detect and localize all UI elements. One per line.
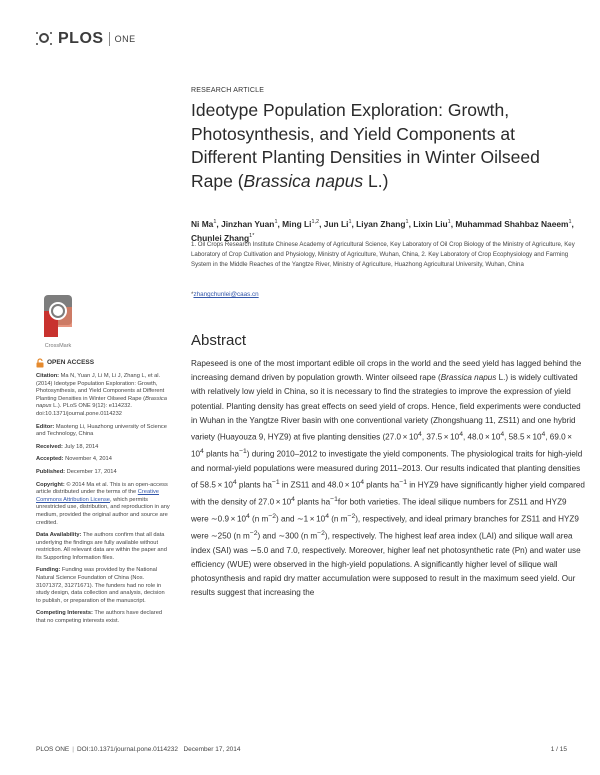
copyright-text: © 2014 Ma et al. This is an open-access article distributed under the terms of the: [36, 481, 168, 496]
author-name: Ming Li: [282, 218, 312, 229]
author-affiliation-mark: 1: [213, 219, 217, 225]
copyright-tail: , which permits unrestricted use, distribution, and reproduction in any medium, provided the original author and source are credited.: [36, 496, 170, 526]
title-species: Brassica napus: [243, 170, 364, 191]
editor: [36, 424, 170, 439]
author-affiliation-mark: 1: [405, 219, 409, 225]
citation: [36, 373, 170, 419]
citation-doi: L.). PLoS ONE 9(12): e114232. doi:10.1371/journal.pone.0114232: [36, 403, 133, 417]
author-name: Muhammad Shahbaz Naeem: [455, 218, 569, 229]
competing-interests-value: The authors have declared that no competing interests exist.: [36, 610, 163, 625]
author-name: Jun Li: [323, 218, 349, 229]
page-footer: [36, 746, 567, 753]
abstract-text: Rapeseed is one of the most important edible oil crops in the world and the seed yield has lagged behind the increasing demand driven by population growth. Winter oilseed rape (Brassica napus L.) is widely cultivated with relatively low yield in China, so it is necessary to find the strategies to improve the expression of yield potential. Planting density has great effects on seed yield of crops. Hence, field experiments were conducted in Wuhan in the Yangtze River basin with one conventional variety (Zhongshuang 11, ZS11) and one hybrid variety (Huayouza 9, HYZ9) at five planting densities ($27.0 \times 10^4$, $37.5 \times 10^4$, $48.0 \times 10^4$, $58.5 \times 10^4$, $69.0 \times 10^4$ plants $ha^{-1}$) during 2010–2012 to investigate the yield components. The physiological traits for high-yield and normal-yield populations were measured during 2011–2013. Our results indicated that planting densities of $58.5 \times 10^4$ plants $ha^{-1}$ in ZS11 and $48.0 \times 10^4$ plants $ha^{-1}$ in HYZ9 have significantly higher yield compared with the density of $27.0 \times 10^4$ plants $ha^{-1}for$ both varieties. The ideal silique numbers for ZS11 and HYZ9 were ∼0.9 × $10^4$ (n $m^{-2}$) and ∼1 × $10^4$ (n $m^{-2}$), respectively, and ideal primary branches for ZS11 and HYZ9 were ∼250 (n $m^{-2}$) and ∼300 (n $m^{-2}$), respectively. The highest leaf area index (LAI) and silique wall area index (SAI) was ∼5.0 and 7.0, respectively. Moreover, higher leaf net photosynthetic rate (Pn) and water use efficiency (WUE) were observed in the high-yield populations. A significantly higher level of silique wall photosynthesis and rapid dry matter accumulation were supposed to result in the maximum seed yield. Our results suggest that increasing the: [191, 359, 585, 598]
logo-divider: [109, 32, 110, 46]
data-availability-label: Data Availability:: [36, 532, 82, 539]
crossmark-label: CrossMark: [44, 343, 72, 349]
footer-date: December 17, 2014: [183, 746, 241, 753]
published-label: Published:: [36, 468, 66, 475]
footer-citation: PLOS ONE | DOI:10.1371/journal.pone.0114232 December 17, 2014: [36, 746, 241, 753]
funding-value: Funding was provided by the National Natural Science Foundation of China (Nos. 31071372, 31271671). The funders had no role in study design, data collection and analysis, decision to publish, or preparation of the manuscript.: [36, 567, 165, 604]
abstract-heading: Abstract: [191, 332, 247, 349]
funding: [36, 567, 170, 605]
accepted-date: [36, 456, 170, 464]
crossmark-badge[interactable]: [38, 293, 78, 349]
citation-label: Citation:: [36, 373, 60, 379]
article-type: RESEARCH ARTICLE: [191, 87, 265, 94]
author-affiliation-mark: 1: [568, 219, 572, 225]
editor-label: Editor:: [36, 423, 55, 430]
author-affiliation-mark: 1: [447, 219, 451, 225]
citation-species: Brassica napus: [36, 395, 167, 410]
article-title: [191, 99, 581, 193]
footer-journal: PLOS ONE: [36, 746, 70, 753]
published-value: December 17, 2014: [65, 468, 117, 475]
plos-one-logo[interactable]: [36, 30, 136, 48]
author-name: Liyan Zhang: [356, 218, 406, 229]
data-availability: [36, 532, 170, 562]
received-date: [36, 444, 170, 452]
footer-doi[interactable]: DOI:10.1371/journal.pone.0114232: [76, 746, 179, 753]
article-info-sidebar: [36, 358, 170, 631]
competing-interests-label: Competing Interests:: [36, 610, 93, 617]
author-name: Lixin Liu: [413, 218, 448, 229]
accepted-value: November 4, 2014: [63, 456, 112, 463]
citation-text: Ma N, Yuan J, Li M, Li J, Zhang L, et al. (2014) Ideotype Population Exploration: Growth, Photosynthesis, and Yield Components at Different Planting Densities in Winter Oilseed Rape (: [36, 373, 165, 402]
author-affiliation-mark: 1,2: [311, 219, 320, 225]
logo-wordmark: PLOS: [58, 30, 104, 47]
author-name: Jinzhan Yuan: [221, 218, 275, 229]
open-lock-icon: [36, 358, 44, 368]
received-value: July 18, 2014: [62, 443, 99, 450]
received-label: Received:: [36, 443, 63, 450]
copyright: [36, 482, 170, 528]
page-number: 1 / 15: [550, 746, 567, 753]
logo-journal: ONE: [114, 34, 136, 44]
title-end: L.): [363, 170, 389, 191]
author-affiliation-mark: 1: [348, 219, 352, 225]
open-access-label: OPEN ACCESS: [47, 359, 95, 367]
accepted-label: Accepted:: [36, 456, 64, 463]
editor-value: Maoteng Li, Huazhong university of Science and Technology, China: [36, 423, 167, 438]
title-main: Ideotype Population Exploration: Growth, Photosynthesis, and Yield Components at Different Planting Densities in Winter Oilseed Rape (: [191, 100, 540, 191]
author-name: Chunlei Zhang: [191, 232, 250, 243]
open-access-badge: [36, 358, 170, 368]
plos-logo-icon: [36, 32, 56, 46]
corresponding-email: [191, 291, 259, 298]
data-availability-value: The authors confirm that all data underlying the findings are fully available without restriction. All relevant data are within the paper and its Supporting Information files.: [36, 532, 167, 561]
email-link[interactable]: zhangchunlei@caas.cn: [193, 291, 259, 298]
license-link[interactable]: Creative Commons Attribution License: [36, 489, 159, 503]
affiliations: 1. Oil Crops Research Institute Chinese Academy of Agricultural Science, Key Laboratory of Oil Crop Biology of the Ministry of Agriculture, Key Laboratory of Crop Cultivation and Physiology, Ministry of Agriculture, Wuhan, China, 2. Key Laboratory of Crop Ecophysiology and Farming System in the Middle Reaches of the Yangtze River, Ministry of Agriculture, Huazhong Agricultural University, Wuhan, China: [191, 241, 575, 269]
author-affiliation-mark: 1*: [249, 232, 255, 239]
funding-label: Funding:: [36, 567, 61, 574]
email-asterisk: *: [191, 291, 194, 298]
published-date: [36, 469, 170, 477]
author-affiliation-mark: 1: [274, 219, 278, 225]
copyright-label: Copyright:: [36, 481, 65, 488]
author-list: Ni Ma$^1$, Jinzhan Yuan$^1$, Ming Li$^{1,2}$, Jun Li$^1$, Liyan Zhang$^1$, Lixin Liu$^1$, Muhammad Shahbaz Naeem$^1$, Chunlei Zhang$^{1*}$: [191, 218, 574, 243]
competing-interests: [36, 610, 170, 625]
author-name: Ni Ma: [191, 218, 214, 229]
crossmark-icon: [38, 293, 78, 337]
